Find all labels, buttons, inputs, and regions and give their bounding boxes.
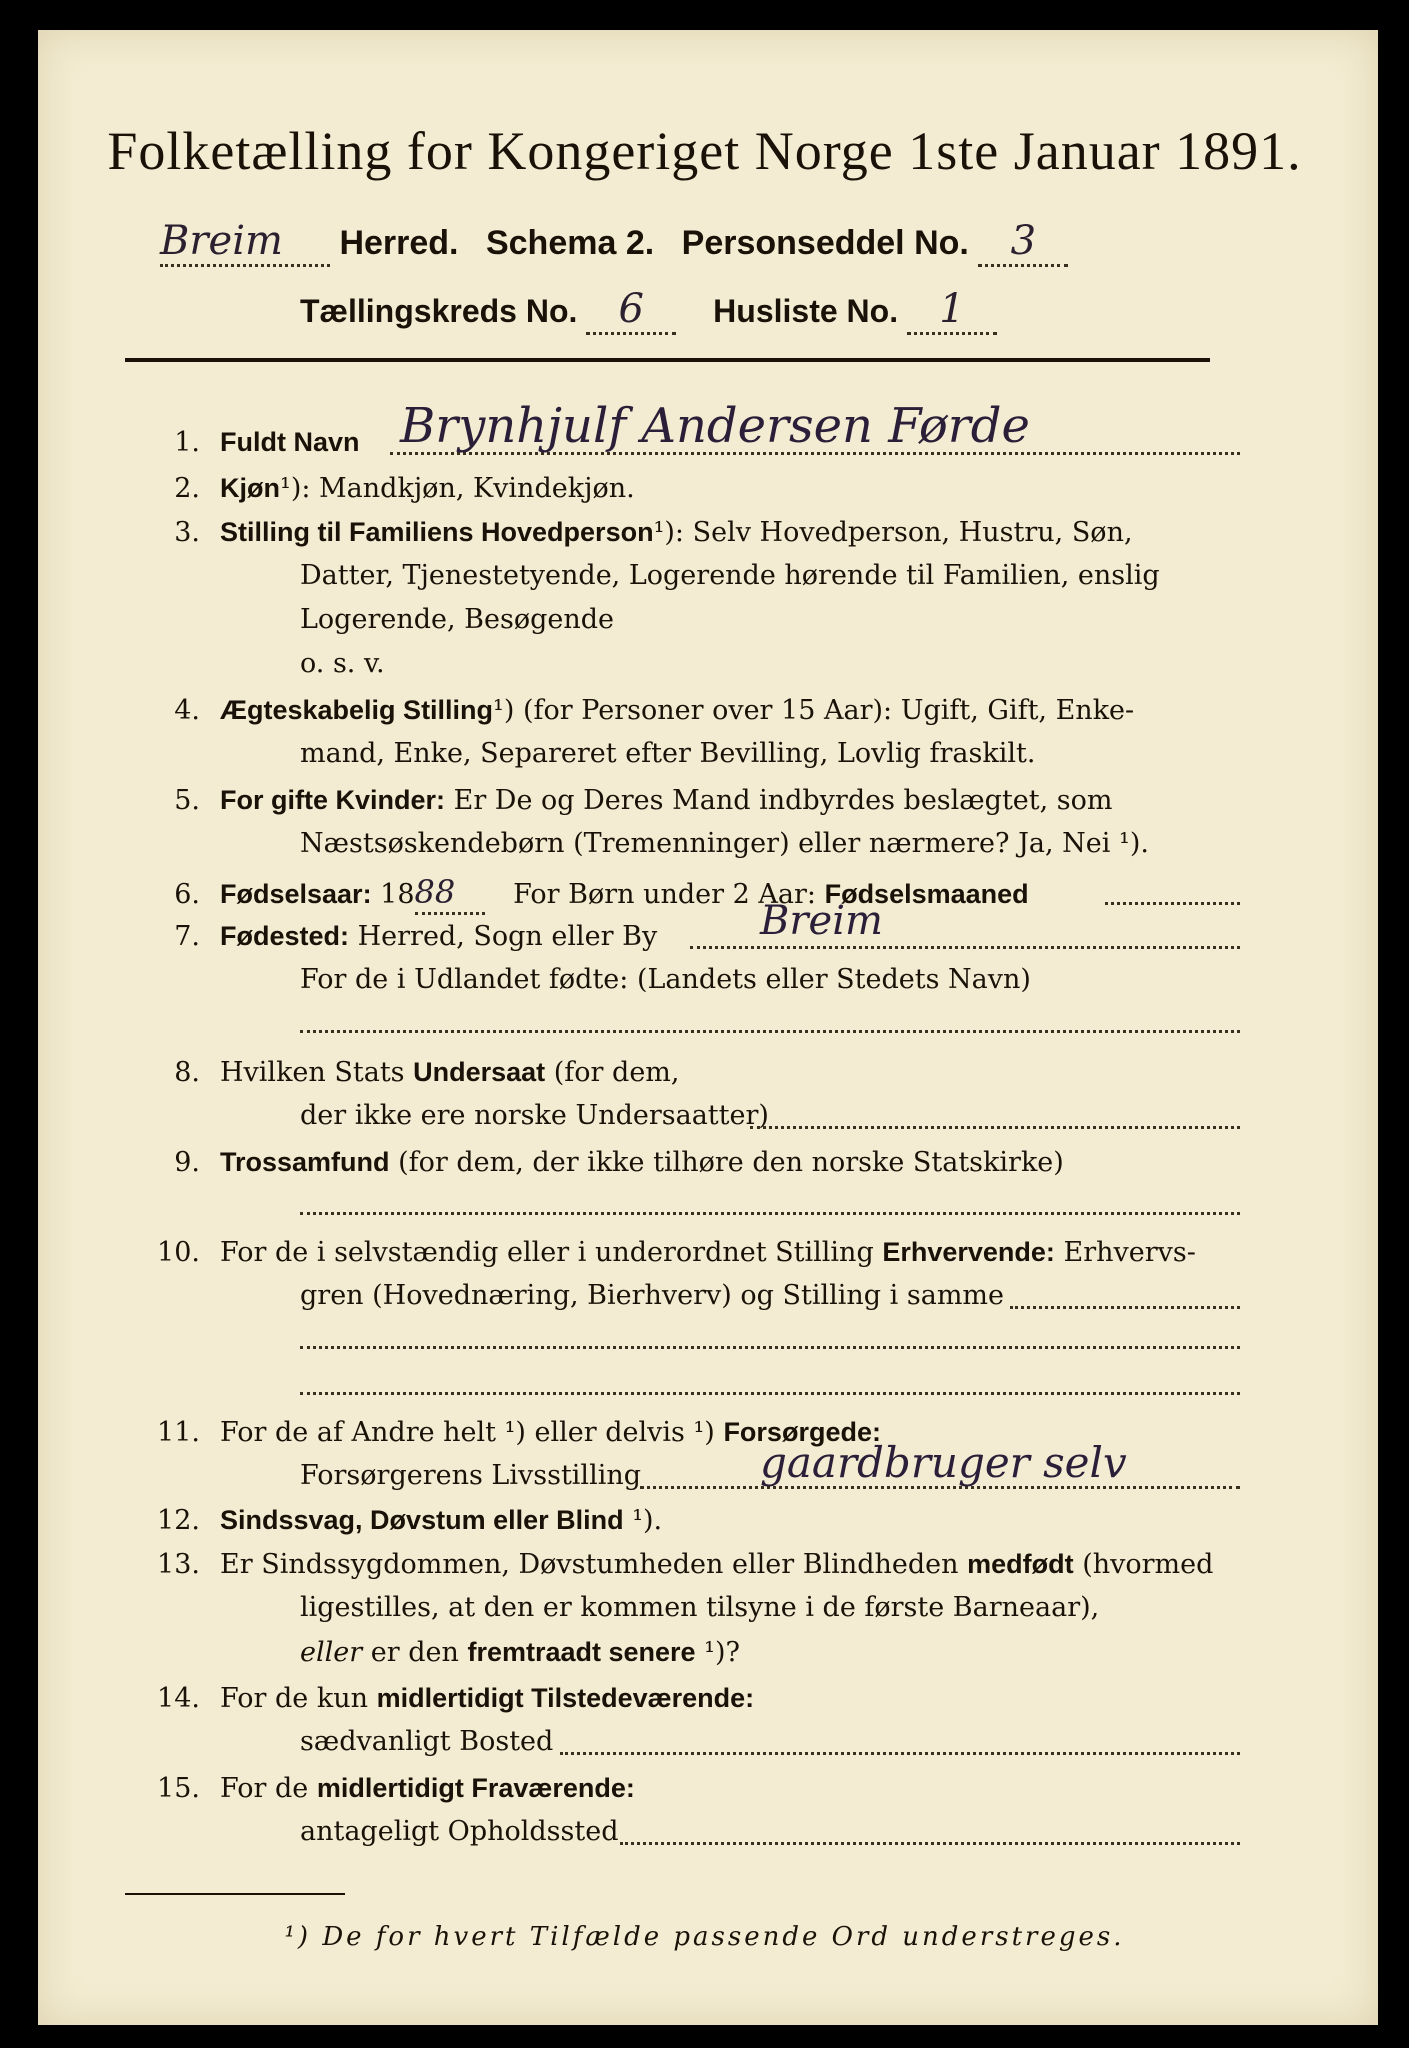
item-14: 14. For de kun midlertidigt Tilstedeværende: [157, 1683, 755, 1714]
item-15: 15. For de midlertidigt Fraværende: [157, 1773, 635, 1804]
kreds-line [300, 286, 997, 335]
personseddel-label: Personseddel No. [681, 224, 969, 262]
form-title: Folketælling for Kongeriget Norge 1ste Januar 1891. [107, 121, 1302, 181]
item-10: 10. For de i selvstændig eller i underordnet Stilling Erhvervende: Erhvervs- [157, 1237, 1196, 1268]
provider-answer: gaardbruger selv [760, 1438, 1127, 1487]
herred-value: Breim [160, 218, 330, 267]
item-6: 6. Fødselsaar: 1888 For Børn under 2 Aar: Fødselsmaaned [120, 872, 1240, 915]
kreds-label: Tællingskreds No. [300, 293, 578, 329]
item-2: 2. Kjøn¹): Mandkjøn, Kvindekjøn. [174, 473, 635, 504]
schema-label: Schema 2. [485, 224, 655, 262]
personseddel-value: 3 [978, 218, 1068, 267]
full-name-answer: Brynhjulf Andersen Førde [400, 398, 1030, 454]
item-1: 1. Fuldt Navn [174, 427, 360, 458]
header-rule [125, 358, 1210, 362]
item-7: 7. Fødested: Herred, Sogn eller By [174, 921, 658, 952]
birth-year-answer: 88 [415, 872, 485, 915]
item-1-label: Fuldt Navn [220, 427, 360, 457]
husliste-label: Husliste No. [713, 293, 899, 329]
item-8: 8. Hvilken Stats Undersaat (for dem, [174, 1057, 680, 1088]
item-9: 9. Trossamfund (for dem, der ikke tilhøre den norske Statskirke) [174, 1147, 1064, 1178]
item-5: 5. For gifte Kvinder: Er De og Deres Mand indbyrdes beslægtet, som [174, 785, 1113, 816]
footnote: ¹) De for hvert Tilfælde passende Ord understreges. [284, 1922, 1125, 1952]
item-12: 12. Sindssvag, Døvstum eller Blind ¹). [157, 1505, 663, 1536]
herred-label: Herred. [339, 224, 459, 262]
item-13: 13. Er Sindssygdommen, Døvstumheden eller Blindheden medfødt (hvormed [157, 1549, 1214, 1580]
footnote-rule [125, 1893, 345, 1895]
birthplace-answer: Breim [760, 898, 883, 944]
kreds-value: 6 [586, 286, 676, 335]
item-3: 3. Stilling til Familiens Hovedperson¹): Selv Hovedperson, Hustru, Søn, [174, 517, 1133, 548]
husliste-value: 1 [907, 286, 997, 335]
item-4: 4. Ægteskabelig Stilling¹) (for Personer over 15 Aar): Ugift, Gift, Enke- [174, 695, 1135, 726]
herred-line [160, 218, 1068, 267]
item-11: 11. For de af Andre helt ¹) eller delvis ¹) Forsørgede: [157, 1417, 881, 1448]
